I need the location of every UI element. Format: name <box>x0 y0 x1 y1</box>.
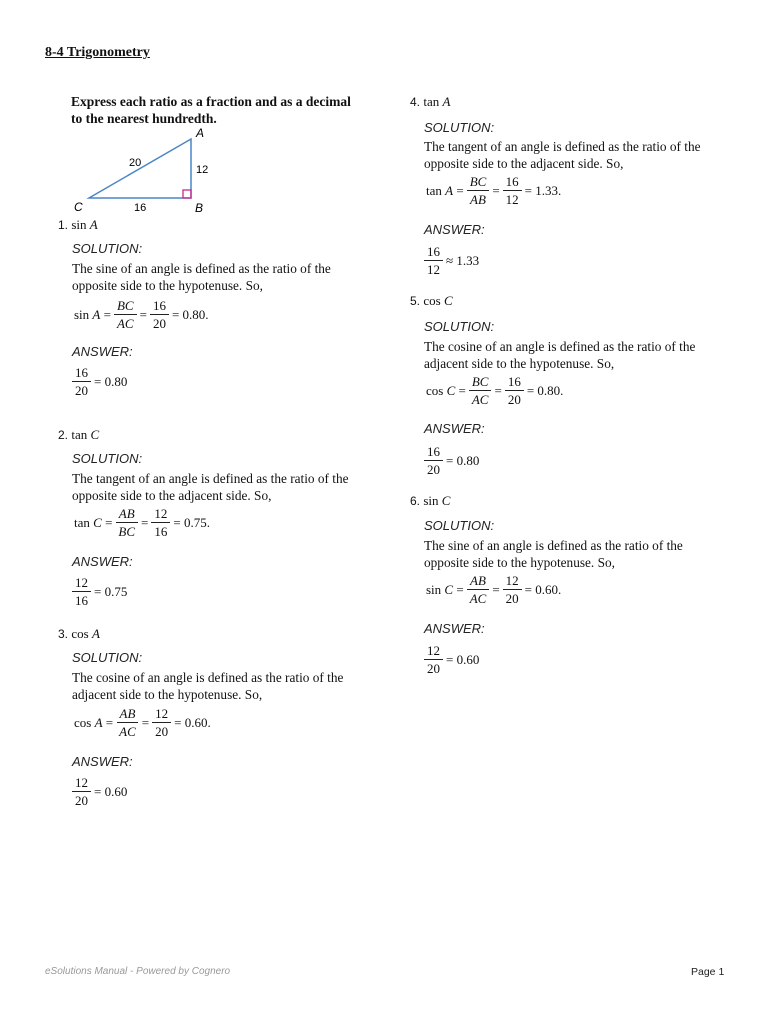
value-fraction <box>505 373 524 408</box>
answer-label: ANSWER: <box>72 754 133 769</box>
problem-angle: A <box>442 94 451 109</box>
solution-label: SOLUTION: <box>424 120 495 135</box>
fraction-denominator: AC <box>116 316 134 331</box>
value-fraction <box>151 505 170 540</box>
value-fraction <box>150 297 169 332</box>
fraction-denominator: AC <box>119 724 136 739</box>
eq-lhs-func: sin <box>426 581 442 597</box>
problem-number: 5. <box>410 294 421 308</box>
symbol-fraction <box>467 572 490 607</box>
fraction-denominator: 20 <box>427 661 440 676</box>
solution-equation: cos C = $\frac{BC}{AC}$ = $\frac{16}{20}$ = 0.80. <box>426 374 564 407</box>
symbol-fraction <box>467 173 490 208</box>
answer-expression <box>421 642 479 677</box>
answer-result: = 0.60 <box>94 783 128 799</box>
fraction-denominator: 20 <box>155 724 169 739</box>
fraction-denominator: 16 <box>75 593 88 608</box>
fraction-denominator: AC <box>469 591 487 606</box>
answer-result: = 0.80 <box>94 373 128 389</box>
symbol-fraction <box>116 705 139 740</box>
symbol-fraction <box>114 297 137 332</box>
solution-equation: tan A = $\frac{BC}{AB}$ = $\frac{16}{12}$ = 1.33. <box>426 174 562 207</box>
answer-fraction <box>72 364 91 399</box>
problem-func: tan <box>71 427 88 442</box>
symbol-fraction <box>115 505 138 540</box>
fraction-numerator: 12 <box>72 574 91 592</box>
problem-func: cos <box>71 626 89 641</box>
fraction-numerator: 16 <box>505 373 524 391</box>
answer-result: ≈ 1.33 <box>446 252 480 268</box>
solution-label: SOLUTION: <box>424 518 495 533</box>
answer-fraction <box>424 243 443 278</box>
solution-label: SOLUTION: <box>72 650 143 665</box>
problem-angle: C <box>441 493 451 508</box>
fraction-denominator: 16 <box>154 524 168 539</box>
fraction-denominator: AB <box>470 192 486 207</box>
eq-lhs-angle: A <box>94 714 103 730</box>
fraction-denominator: 20 <box>152 316 166 331</box>
side-ab-label: 12 <box>196 164 209 176</box>
fraction-numerator: 16 <box>72 364 91 382</box>
fraction-numerator: 16 <box>424 443 443 461</box>
eq-lhs-func: sin <box>74 306 90 322</box>
eq-lhs-func: tan <box>74 514 90 530</box>
problem-func: cos <box>423 293 441 308</box>
answer-label: ANSWER: <box>424 421 485 436</box>
solution-equation: cos A = $\frac{AB}{AC}$ = $\frac{12}{20}$ = 0.60. <box>74 706 211 739</box>
problem-angle: A <box>91 626 100 641</box>
fraction-numerator: BC <box>114 297 137 315</box>
eq-lhs-func: cos <box>74 714 92 730</box>
fraction-denominator: 12 <box>427 262 440 277</box>
eq-lhs-angle: A <box>92 306 101 322</box>
eq-result: = 0.60. <box>174 714 211 730</box>
fraction-numerator: 12 <box>152 705 171 723</box>
answer-expression <box>69 774 127 809</box>
eq-result: = 0.75. <box>173 514 210 530</box>
answer-label: ANSWER: <box>72 344 133 359</box>
fraction-numerator: 16 <box>424 243 443 261</box>
fraction-denominator: 20 <box>507 392 521 407</box>
answer-label: ANSWER: <box>72 554 133 569</box>
problem-number: 6. <box>410 494 421 508</box>
solution-label: SOLUTION: <box>72 241 143 256</box>
right-angle-marker <box>183 190 191 198</box>
solution-text: The sine of an angle is defined as the ratio of the opposite side to the hypotenuse. So, <box>72 261 331 293</box>
eq-lhs-func: cos <box>426 382 444 398</box>
solution-label: SOLUTION: <box>72 451 143 466</box>
page-number: Page 1 <box>691 966 725 978</box>
answer-label: ANSWER: <box>424 621 485 636</box>
answer-result: = 0.75 <box>94 583 128 599</box>
fraction-numerator: 16 <box>150 297 169 315</box>
eq-result: = 0.80. <box>526 382 564 398</box>
fraction-numerator: 12 <box>503 572 522 590</box>
problem-number-line <box>410 493 450 509</box>
fraction-denominator: AC <box>471 392 489 407</box>
problem-number-line <box>410 293 453 309</box>
problem-func: sin <box>423 493 439 508</box>
eq-lhs-angle: C <box>93 514 102 530</box>
problem-number-line <box>58 217 98 233</box>
problem-number: 4. <box>410 95 421 109</box>
fraction-numerator: BC <box>469 373 492 391</box>
solution-text: The tangent of an angle is defined as the ratio of the opposite side to the adjacent side. So, <box>72 471 349 503</box>
fraction-numerator: 12 <box>424 642 443 660</box>
answer-result: = 0.80 <box>446 452 480 468</box>
instructions: Express each ratio as a fraction and as a decimal to the nearest hundredth. <box>71 94 351 126</box>
problem-angle: C <box>443 293 453 308</box>
problem-angle: C <box>90 427 100 442</box>
problem-angle: A <box>89 217 98 232</box>
page-title: 8-4 Trigonometry <box>45 45 150 60</box>
eq-lhs-angle: C <box>444 581 454 597</box>
vertex-a-label: A <box>196 126 205 140</box>
problem-number-line <box>58 427 99 443</box>
eq-lhs-angle: C <box>446 382 456 398</box>
solution-equation: sin C = $\frac{AB}{AC}$ = $\frac{12}{20}$ = 0.60. <box>426 573 562 606</box>
problem-func: tan <box>423 94 440 109</box>
footer-credit: eSolutions Manual - Powered by Cognero <box>45 966 231 977</box>
fraction-numerator: BC <box>467 173 490 191</box>
problem-number: 1. <box>58 218 69 232</box>
solution-equation: tan C = $\frac{AB}{BC}$ = $\frac{12}{16}$ = 0.75. <box>74 506 210 539</box>
fraction-denominator: 20 <box>75 383 88 398</box>
answer-fraction <box>72 574 91 609</box>
symbol-fraction <box>469 373 492 408</box>
problem-number: 3. <box>58 627 69 641</box>
answer-expression <box>421 443 479 478</box>
answer-expression <box>69 364 127 399</box>
problem-number: 2. <box>58 428 69 442</box>
value-fraction <box>503 572 522 607</box>
eq-result: = 0.60. <box>524 581 562 597</box>
solution-text: The sine of an angle is defined as the ratio of the opposite side to the hypotenuse. So, <box>424 538 683 570</box>
value-fraction <box>503 173 522 208</box>
solution-text: The cosine of an angle is defined as the ratio of the adjacent side to the hypotenuse. So, <box>424 339 696 371</box>
fraction-numerator: 12 <box>151 505 170 523</box>
answer-fraction <box>424 642 443 677</box>
value-fraction <box>152 705 171 740</box>
problem-number-line <box>410 94 450 110</box>
fraction-denominator: 20 <box>505 591 519 606</box>
triangle-figure <box>70 125 220 215</box>
eq-lhs-angle: A <box>445 182 454 198</box>
answer-expression <box>69 574 127 609</box>
fraction-denominator: BC <box>118 524 136 539</box>
vertex-b-label: B <box>195 201 204 215</box>
solution-text: The tangent of an angle is defined as the ratio of the opposite side to the adjacent side. So, <box>424 139 701 171</box>
fraction-numerator: AB <box>116 505 138 523</box>
side-bc-label: 16 <box>134 202 147 214</box>
fraction-denominator: 20 <box>75 793 88 808</box>
answer-expression <box>421 243 479 278</box>
fraction-denominator: 12 <box>505 192 519 207</box>
eq-lhs-func: tan <box>426 182 442 198</box>
fraction-numerator: AB <box>117 705 139 723</box>
side-ac-label: 20 <box>129 157 142 169</box>
eq-result: = 1.33. <box>524 182 562 198</box>
solution-text: The cosine of an angle is defined as the ratio of the adjacent side to the hypotenuse. So, <box>72 670 344 702</box>
fraction-denominator: 20 <box>427 462 440 477</box>
vertex-c-label: C <box>74 200 83 214</box>
problem-func: sin <box>71 217 87 232</box>
answer-fraction <box>72 774 91 809</box>
problem-number-line <box>58 626 100 642</box>
fraction-numerator: 16 <box>503 173 522 191</box>
eq-result: = 0.80. <box>171 306 209 322</box>
answer-fraction <box>424 443 443 478</box>
fraction-numerator: 12 <box>72 774 91 792</box>
answer-label: ANSWER: <box>424 222 485 237</box>
fraction-numerator: AB <box>467 572 489 590</box>
answer-result: = 0.60 <box>446 651 480 667</box>
solution-label: SOLUTION: <box>424 319 495 334</box>
solution-equation: sin A = $\frac{BC}{AC}$ = $\frac{16}{20}$ = 0.80. <box>74 298 209 331</box>
